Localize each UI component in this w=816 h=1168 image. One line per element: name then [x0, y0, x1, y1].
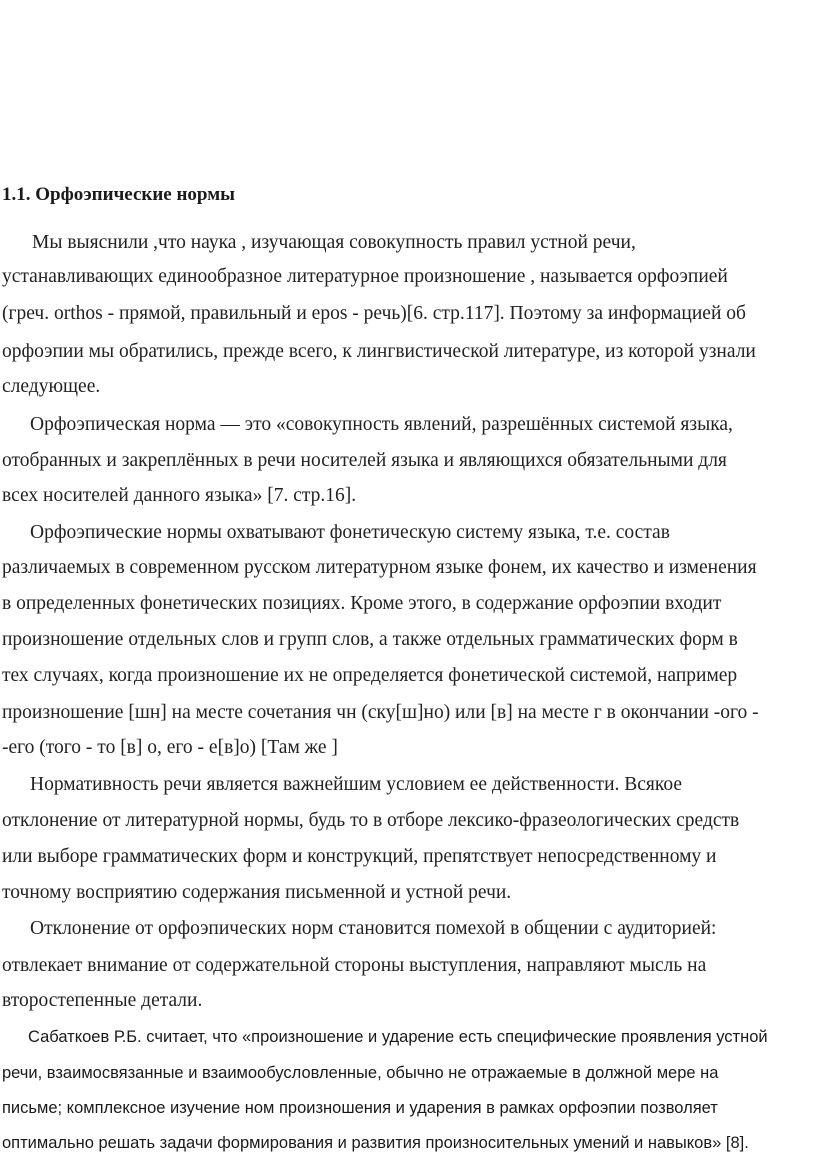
paragraph-2-line-3: всех носителей данного языка» [7. стр.16].	[2, 485, 357, 506]
paragraph-3-line-5: тех случаях, когда произношение их не определяется фонетической системой, например	[2, 665, 738, 686]
paragraph-1-line-2: устанавливающих единообразное литературное произношение , называется орфоэпией	[2, 266, 728, 287]
paragraph-5-line-2: отвлекает внимание от содержательной стороны выступления, направляют мысль на	[2, 955, 707, 976]
paragraph-6-line-1: Сабаткоев Р.Б. считает, что «произношение и ударение есть специфические проявления устной	[28, 1028, 768, 1046]
paragraph-6-line-4: оптимально решать задачи формирования и развития произносительных умений и навыков» [8].	[2, 1134, 749, 1152]
paragraph-3-line-6: произношение [шн] на месте сочетания чн (ску[ш]но) или [в] на месте г в окончании -ого -	[2, 702, 759, 723]
paragraph-1-line-3: (греч. orthos - прямой, правильный и epos - речь)[6. стр.117]. Поэтому за информацией об	[2, 303, 746, 324]
paragraph-2-line-1: Орфоэпическая норма — это «совокупность явлений, разрешённых системой языка,	[30, 414, 733, 435]
paragraph-2-line-2: отобранных и закреплённых в речи носителей языка и являющихся обязательными для	[2, 450, 727, 471]
paragraph-6-line-3: письме; комплексное изучение ном произношения и ударения в рамках орфоэпии позволяет	[2, 1099, 718, 1117]
paragraph-4-line-4: точному восприятию содержания письменной и устной речи.	[2, 882, 512, 903]
paragraph-3-line-2: различаемых в современном русском литературном языке фонем, их качество и изменения	[2, 557, 757, 578]
paragraph-1-line-1: Мы выяснили ,что наука , изучающая совокупность правил устной речи,	[32, 232, 636, 253]
paragraph-3-line-7: -его (того - то [в] о, его - е[в]о) [Там же ]	[2, 737, 338, 758]
paragraph-6-line-2: речи, взаимосвязанные и взаимообусловленные, обычно не отражаемые в должной мере на	[2, 1064, 719, 1082]
section-heading: 1.1. Орфоэпические нормы	[2, 184, 235, 205]
paragraph-3-line-4: произношение отдельных слов и групп слов, а также отдельных грамматических форм в	[2, 629, 738, 650]
paragraph-3-line-3: в определенных фонетических позициях. Кроме этого, в содержание орфоэпии входит	[2, 593, 722, 614]
paragraph-5-line-3: второстепенные детали.	[2, 990, 203, 1011]
paragraph-4-line-1: Нормативность речи является важнейшим условием ее действенности. Всякое	[30, 774, 683, 795]
paragraph-1-line-5: следующее.	[2, 376, 101, 397]
paragraph-4-line-3: или выборе грамматических форм и конструкций, препятствует непосредственному и	[2, 846, 717, 867]
paragraph-3-line-1: Орфоэпические нормы охватывают фонетическую систему языка, т.е. состав	[30, 522, 670, 543]
paragraph-4-line-2: отклонение от литературной нормы, будь то в отборе лексико-фразеологических средств	[2, 810, 740, 831]
paragraph-1-line-4: орфоэпии мы обратились, прежде всего, к лингвистической литературе, из которой узнали	[2, 341, 756, 362]
paragraph-5-line-1: Отклонение от орфоэпических норм становится помехой в общении с аудиторией:	[30, 918, 717, 939]
